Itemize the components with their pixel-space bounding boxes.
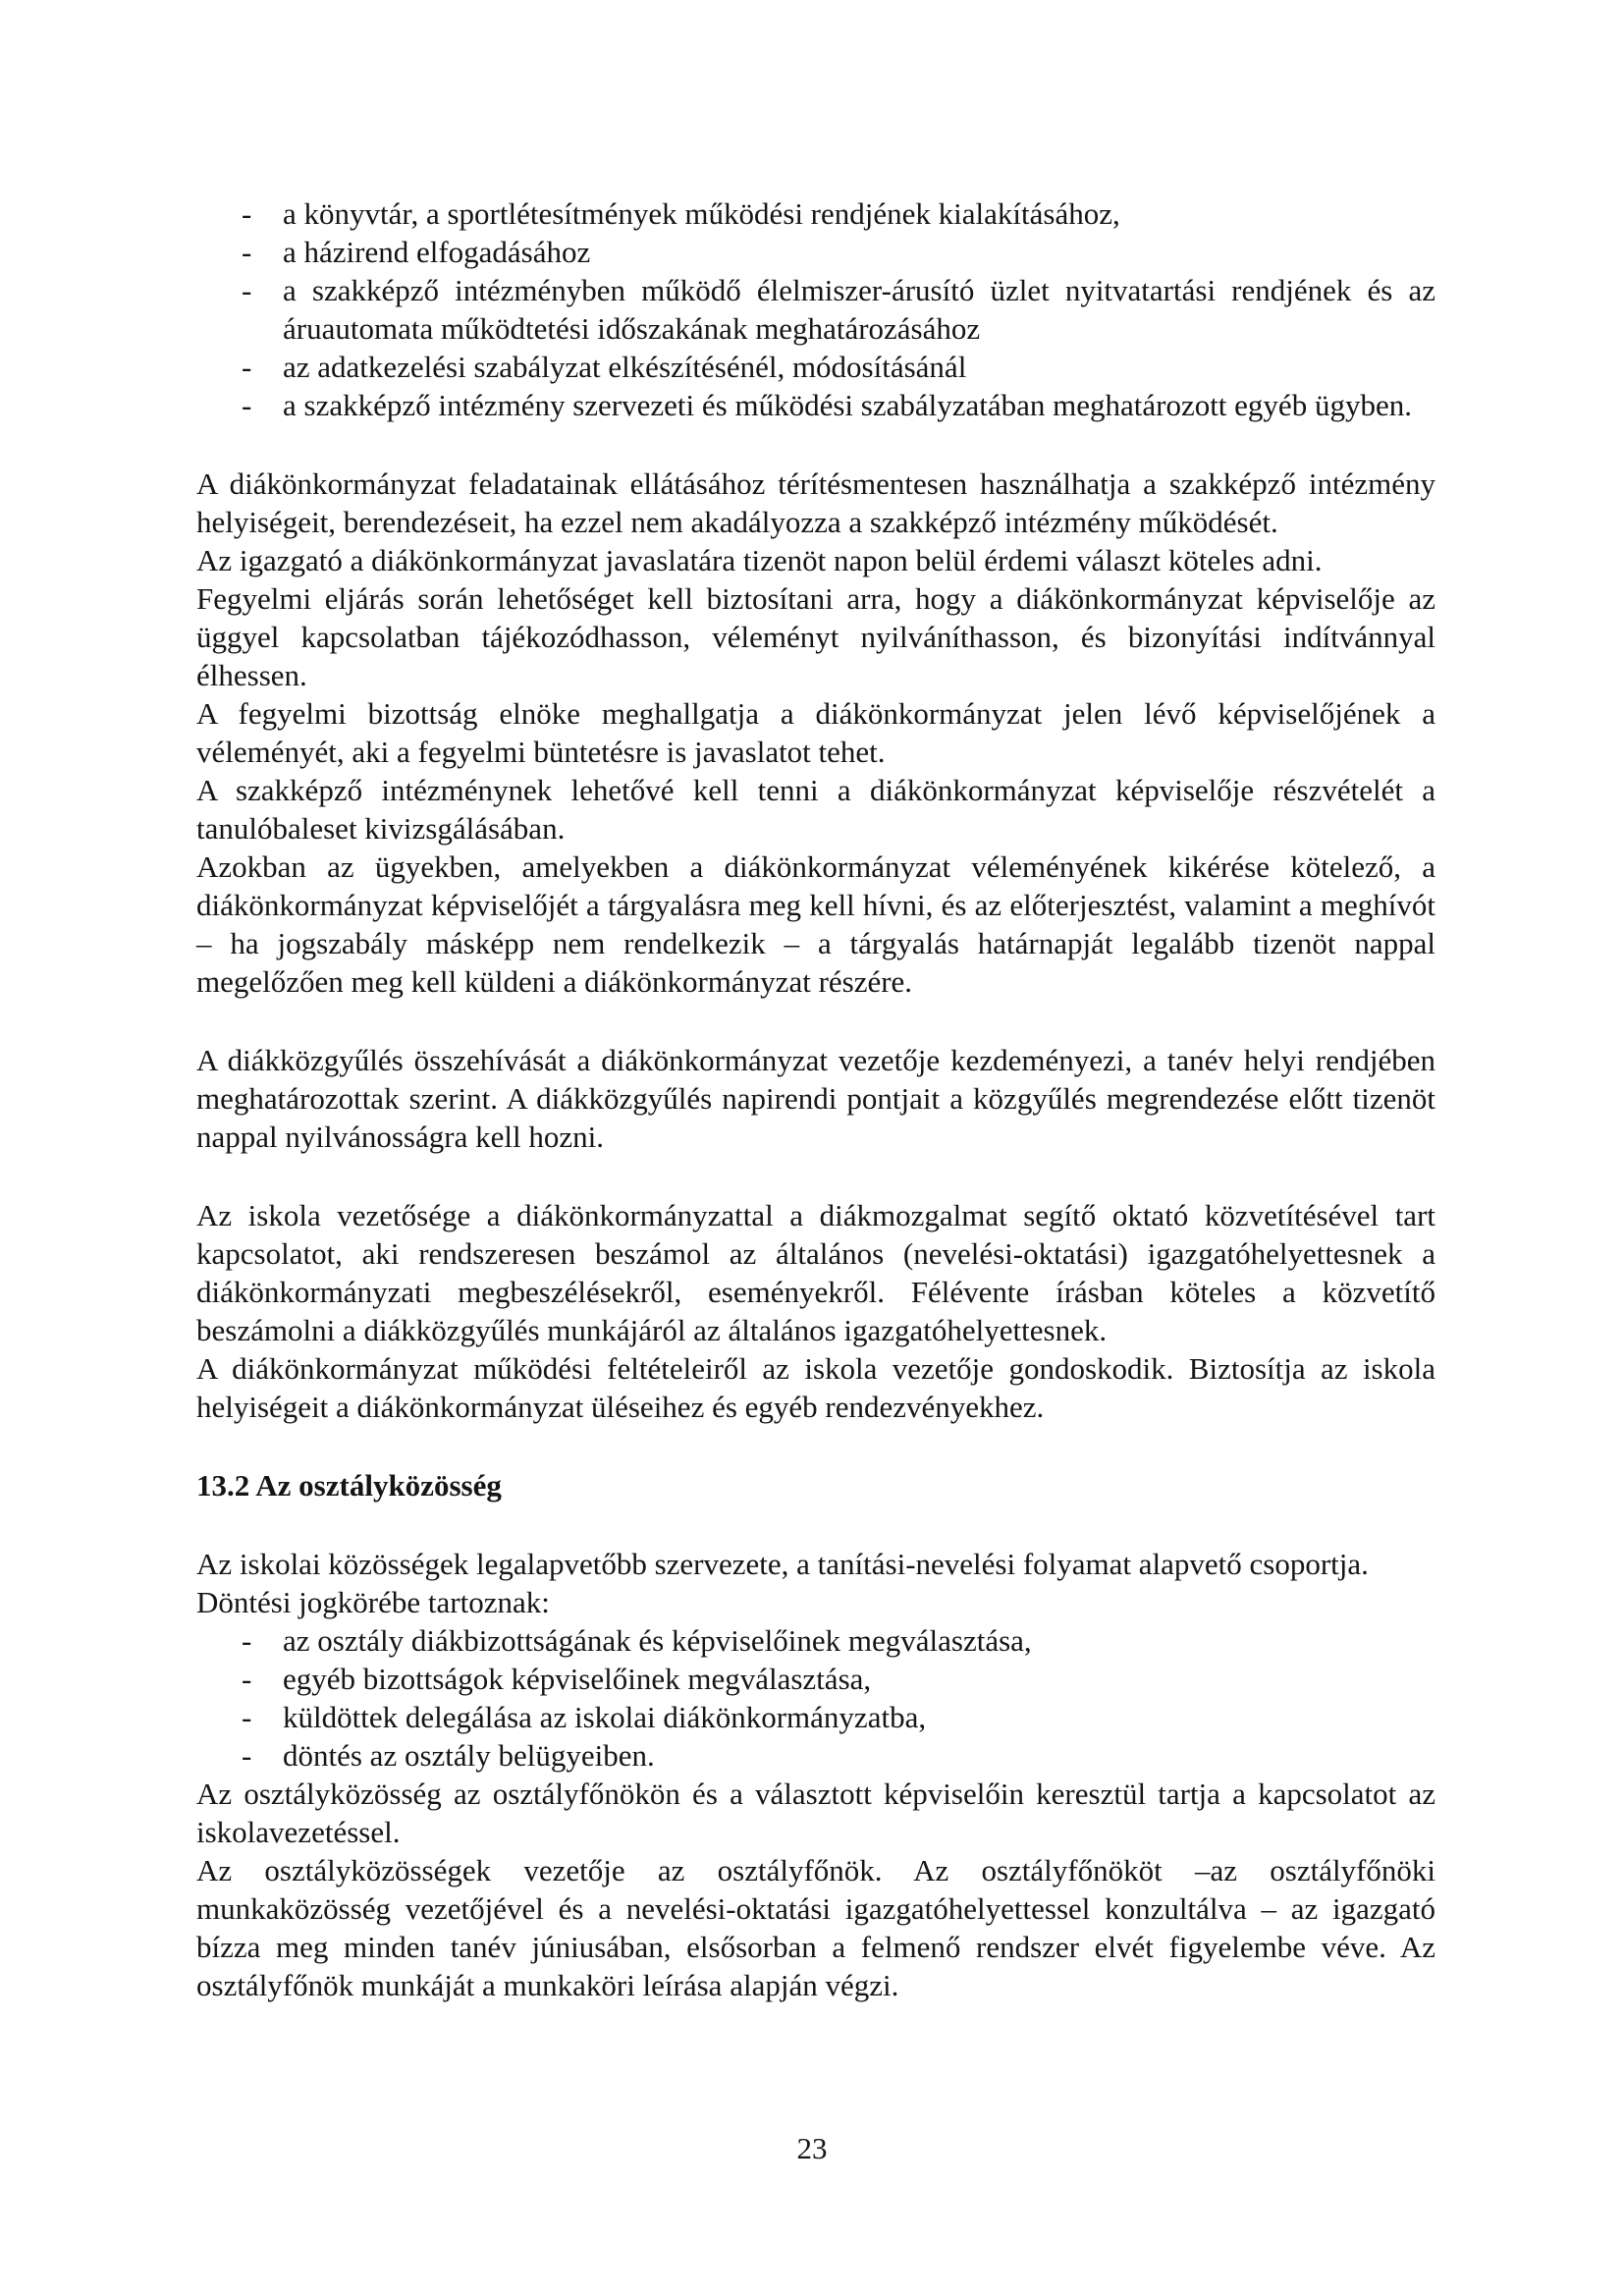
paragraph: Az iskola vezetősége a diákönkormányzattal a diákmozgalmat segítő oktató közvetítésével tart kapcsolatot, aki rendszeresen beszámol az általános (nevelési-oktatási) igazgatóhelyettesnek a diákönkormányzati megbeszélésekről, eseményekről. Félévente írásban köteles a közvetítő beszámolni a diákközgyűlés munkájáról az általános igazgatóhelyettesnek.	[196, 1198, 1435, 1347]
list-item	[196, 1621, 1435, 1660]
list-item	[196, 1698, 1435, 1736]
paragraph: Fegyelmi eljárás során lehetőséget kell biztosítani arra, hogy a diákönkormányzat képviselője az üggyel kapcsolatban tájékozódhasson, véleményt nyilváníthasson, és bizonyítási indítvánnyal élhessen.	[196, 581, 1435, 692]
list-item-text: a házirend elfogadásához	[283, 235, 591, 269]
dash-marker: -	[242, 350, 252, 384]
list-item-text: egyéb bizottságok képviselőinek megválasztása,	[283, 1662, 872, 1696]
paragraph: Az igazgató a diákönkormányzat javaslatára tizenöt napon belül érdemi választ köteles adni.	[196, 543, 1323, 577]
bullet-list-class-rights	[196, 1621, 1435, 1775]
list-item	[196, 1736, 1435, 1775]
list-item	[196, 271, 1435, 348]
list-item-text: a szakképző intézmény szervezeti és működési szabályzatában meghatározott egyéb ügyben.	[283, 388, 1412, 422]
paragraph: A diákönkormányzat feladatainak ellátásához térítésmentesen használhatja a szakképző intézmény helyiségeit, berendezéseit, ha ezzel nem akadályozza a szakképző intézmény működését.	[196, 466, 1435, 539]
paragraph: A szakképző intézménynek lehetővé kell tenni a diákönkormányzat képviselője részvételét a tanulóbaleset kivizsgálásában.	[196, 773, 1435, 846]
dash-marker: -	[242, 273, 252, 307]
dash-marker: -	[242, 1738, 252, 1773]
page-number: 23	[796, 2131, 828, 2165]
paragraph: A diákközgyűlés összehívását a diákönkormányzat vezetője kezdeményezi, a tanév helyi rendjében meghatározottak szerint. A diákközgyűlés napirendi pontjait a közgyűlés megrendezése előtt tizenöt nappal nyilvánosságra kell hozni.	[196, 1043, 1435, 1154]
list-item-text: küldöttek delegálása az iskolai diákönkormányzatba,	[283, 1700, 927, 1734]
paragraph: Döntési jogkörébe tartoznak:	[196, 1585, 550, 1619]
bullet-list-dok-rights	[196, 194, 1435, 424]
list-item	[196, 194, 1435, 233]
list-item-text: a könyvtár, a sportlétesítmények működési rendjének kialakításához,	[283, 196, 1120, 231]
list-item	[196, 1660, 1435, 1698]
section-heading: 13.2 Az osztályközösség	[196, 1468, 502, 1503]
list-item	[196, 233, 1435, 271]
paragraph: Az osztályközösségek vezetője az osztályfőnök. Az osztályfőnököt –az osztályfőnöki munkaközösség vezetőjével és a nevelési-oktatási igazgatóhelyettessel konzultálva – az igazgató bízza meg minden tanév júniusában, elsősorban a felmenő rendszer elvét figyelembe véve. Az osztályfőnök munkáját a munkaköri leírása alapján végzi.	[196, 1853, 1435, 2002]
paragraph: Azokban az ügyekben, amelyekben a diákönkormányzat véleményének kikérése kötelező, a diákönkormányzat képviselőjét a tárgyalásra meg kell hívni, és az előterjesztést, valamint a meghívót – ha jogszabály másképp nem rendelkezik – a tárgyalás határnapját legalább tizenöt nappal megelőzően meg kell küldeni a diákönkormányzat részére.	[196, 849, 1435, 999]
dash-marker: -	[242, 235, 252, 269]
dash-marker: -	[242, 196, 252, 231]
paragraph: Az osztályközösség az osztályfőnökön és a választott képviselőin keresztül tartja a kapcsolatot az iskolavezetéssel.	[196, 1777, 1435, 1849]
paragraph: Az iskolai közösségek legalapvetőbb szervezete, a tanítási-nevelési folyamat alapvető csoportja.	[196, 1547, 1369, 1581]
dash-marker: -	[242, 1623, 252, 1658]
list-item	[196, 386, 1435, 424]
dash-marker: -	[242, 388, 252, 422]
list-item-text: a szakképző intézményben működő élelmiszer-árusító üzlet nyitvatartási rendjének és az áruautomata működtetési időszakának meghatározásához	[283, 273, 1435, 346]
list-item-text: döntés az osztály belügyeiben.	[283, 1738, 655, 1773]
dash-marker: -	[242, 1700, 252, 1734]
dash-marker: -	[242, 1662, 252, 1696]
paragraph: A diákönkormányzat működési feltételeiről az iskola vezetője gondoskodik. Biztosítja az iskola helyiségeit a diákönkormányzat üléseihez és egyéb rendezvényekhez.	[196, 1351, 1435, 1424]
paragraph: A fegyelmi bizottság elnöke meghallgatja a diákönkormányzat jelen lévő képviselőjének a véleményét, aki a fegyelmi büntetésre is javaslatot tehet.	[196, 696, 1435, 769]
content-area	[196, 194, 1435, 2004]
list-item	[196, 348, 1435, 386]
list-item-text: az adatkezelési szabályzat elkészítésénél, módosításánál	[283, 350, 967, 384]
list-item-text: az osztály diákbizottságának és képviselőinek megválasztása,	[283, 1623, 1032, 1658]
